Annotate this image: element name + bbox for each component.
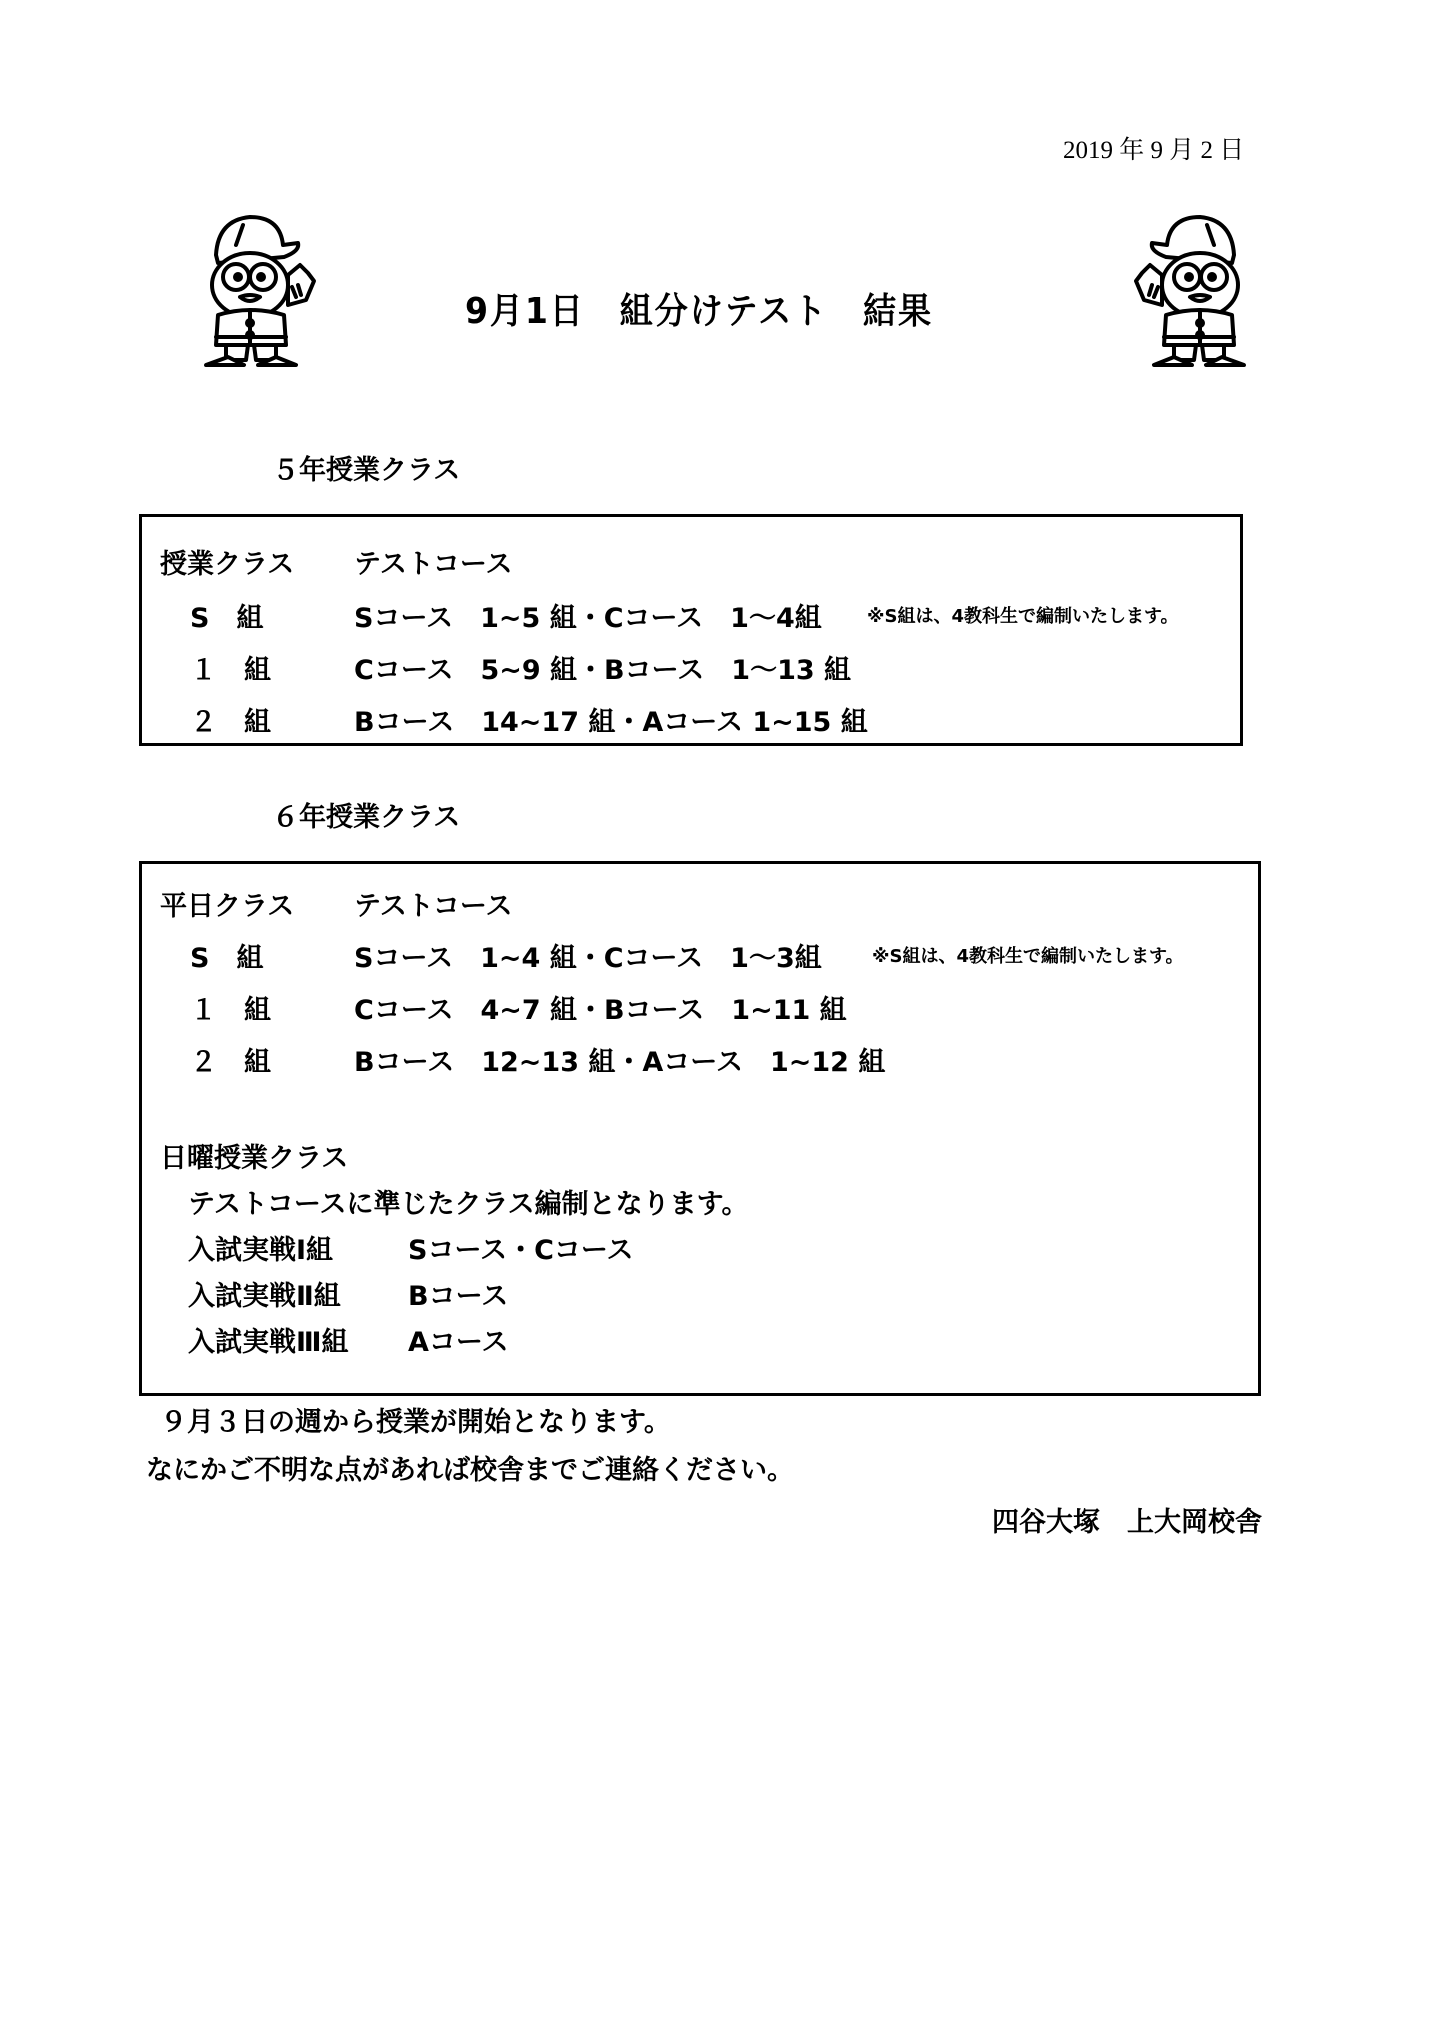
document-date: 2019 年 9 月 2 日 [1063, 137, 1245, 164]
grade5-row-class: S 組 [190, 603, 264, 634]
grade6-col-course-header: テストコース [354, 891, 513, 922]
grade5-row-course: Bコース 14~17 組・Aコース 1~15 組 [354, 707, 868, 738]
grade5-row-class: ２ 組 [190, 707, 271, 738]
mascot-illustration-right [1122, 205, 1262, 375]
sunday-row-course: Aコース [408, 1327, 509, 1358]
sunday-row-course: Bコース [408, 1281, 509, 1312]
grade5-row-course: Sコース 1~5 組・Cコース 1～4組 [354, 603, 822, 634]
grade6-row-course: Bコース 12~13 組・Aコース 1~12 組 [354, 1047, 886, 1078]
grade6-row-class: S 組 [190, 943, 264, 974]
grade5-heading: ５年授業クラス [272, 455, 461, 486]
waving-boy-icon [1122, 205, 1262, 375]
grade5-col-course-header: テストコース [354, 549, 513, 580]
page-title: 9月1日 組分けテスト 結果 [465, 291, 933, 332]
sunday-row-class: 入試実戦Ⅲ組 [188, 1327, 349, 1358]
grade6-row-course: Sコース 1~4 組・Cコース 1～3組 [354, 943, 822, 974]
sunday-row-course: Sコース・Cコース [408, 1235, 634, 1266]
sunday-row-class: 入試実戦Ⅱ組 [188, 1281, 341, 1312]
footer-contact-notice: なにかご不明な点があれば校舎までご連絡ください。 [146, 1455, 794, 1486]
grade6-row-class: ２ 組 [190, 1047, 271, 1078]
sunday-class-description: テストコースに準じたクラス編制となります。 [188, 1189, 749, 1220]
grade5-row-course: Cコース 5~9 組・Bコース 1～13 組 [354, 655, 852, 686]
sunday-row-class: 入試実戦Ⅰ組 [188, 1235, 334, 1266]
grade5-col-class-header: 授業クラス [160, 549, 295, 580]
footer-signature: 四谷大塚 上大岡校舎 [992, 1507, 1262, 1538]
waving-boy-icon [188, 205, 328, 375]
footer-start-notice: ９月３日の週から授業が開始となります。 [160, 1407, 671, 1438]
grade5-row-note: ※S組は、4教科生で編制いたします。 [867, 606, 1179, 627]
sunday-class-heading: 日曜授業クラス [160, 1143, 349, 1174]
grade6-row-note: ※S組は、4教科生で編制いたします。 [872, 946, 1184, 967]
grade6-heading: ６年授業クラス [272, 802, 461, 833]
grade6-row-course: Cコース 4~7 組・Bコース 1~11 組 [354, 995, 847, 1026]
grade6-row-class: １ 組 [190, 995, 271, 1026]
mascot-illustration-left [188, 205, 328, 375]
grade6-col-class-header: 平日クラス [160, 891, 295, 922]
grade5-row-class: １ 組 [190, 655, 271, 686]
